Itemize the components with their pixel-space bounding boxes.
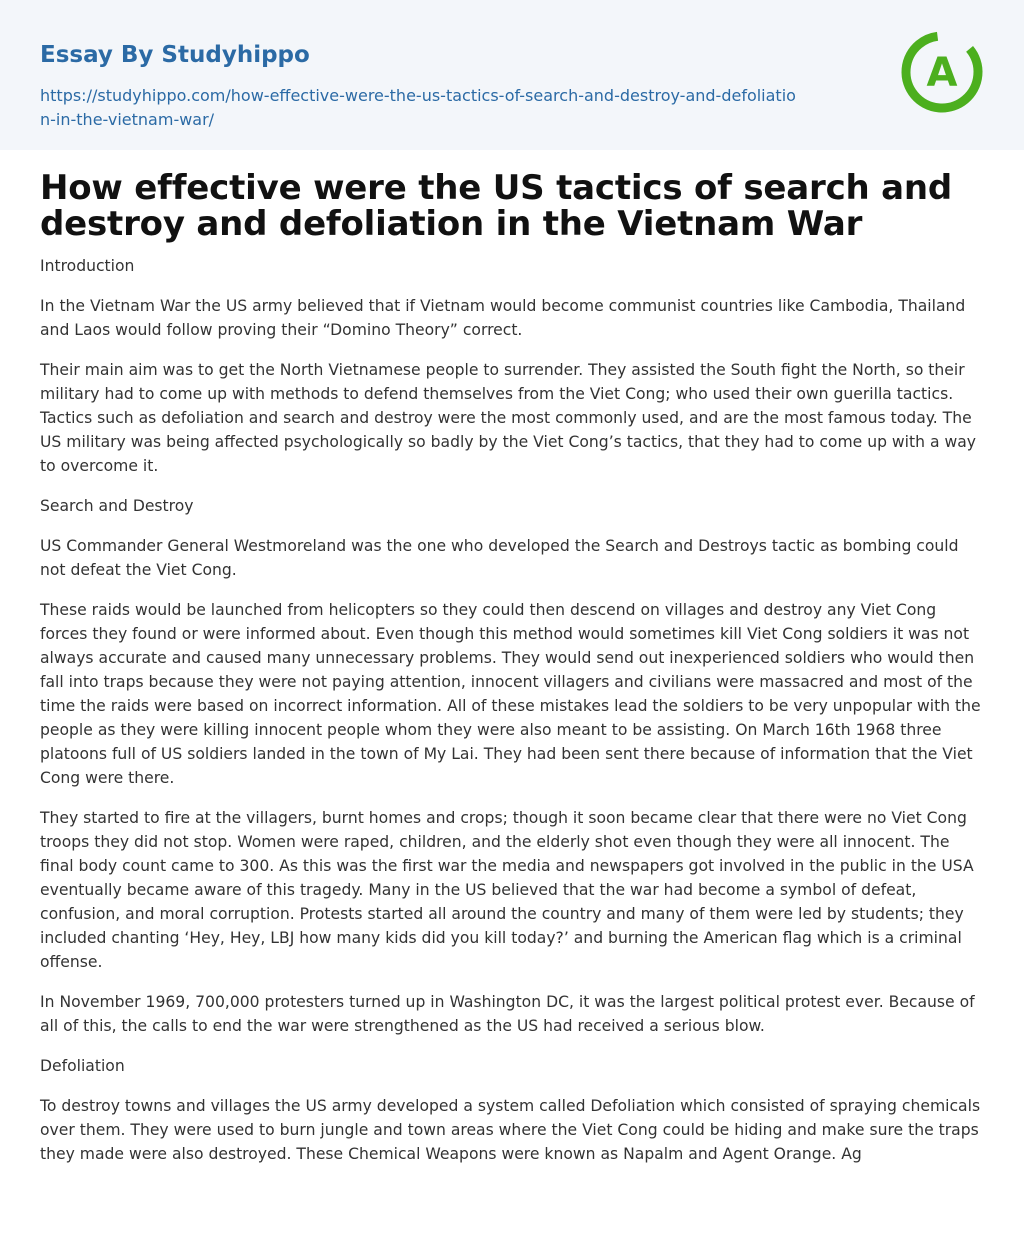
paragraph: These raids would be launched from helicopters so they could then descend on villages and destroy any Viet Cong forces they found or were informed about. Even though this method would sometimes kill Viet Cong soldiers it was not always accurate and caused many unnecessary problems. They would send out inexperienced soldiers who would then fall into traps because they were not paying attention, innocent villagers and civilians were massacred and most of the time the raids were based on incorrect information. All of these mistakes lead the soldiers to be very unpopular with the people as they were killing innocent people whom they were also meant to be assisting. On March 16th 1968 three platoons full of US soldiers landed in the town of My Lai. They had been sent there because of information that the Viet Cong were there. xyxy=(40,601,981,787)
section-label-search-and-destroy: Search and Destroy xyxy=(40,497,194,515)
section-label-defoliation: Defoliation xyxy=(40,1057,125,1075)
paragraph: In November 1969, 700,000 protesters turned up in Washington DC, it was the largest political protest ever. Because of all of this, the calls to end the war were strengthened as the US had received a serious blow. xyxy=(40,993,975,1035)
article-title: How effective were the US tactics of search and destroy and defoliation in the Vietnam War xyxy=(40,168,953,244)
article-url-link[interactable]: https://studyhippo.com/how-effective-were-the-us-tactics-of-search-and-destroy-and-defoliation-in-the-vietnam-war/ xyxy=(40,86,796,129)
paragraph: To destroy towns and villages the US army developed a system called Defoliation which consisted of spraying chemicals over them. They were used to burn jungle and town areas where the Viet Cong could be hiding and make sure the traps they made were also destroyed. These Chemical Weapons were known as Napalm and Agent Orange. Ag xyxy=(40,1097,981,1163)
paragraph: Their main aim was to get the North Vietnamese people to surrender. They assisted the South fight the North, so their military had to come up with methods to defend themselves from the Viet Cong; who used their own guerilla tactics. Tactics such as defoliation and search and destroy were the most commonly used, and are the most famous today. The US military was being affected psychologically so badly by the Viet Cong’s tactics, that they had to come up with a way to overcome it. xyxy=(40,361,977,475)
studyhippo-logo-icon[interactable] xyxy=(898,28,986,116)
paragraph: US Commander General Westmoreland was the one who developed the Search and Destroys tactic as bombing could not defeat the Viet Cong. xyxy=(40,537,959,579)
paragraph: In the Vietnam War the US army believed that if Vietnam would become communist countries like Cambodia, Thailand and Laos would follow proving their “Domino Theory” correct. xyxy=(40,297,966,339)
paragraph: They started to fire at the villagers, burnt homes and crops; though it soon became clear that there were no Viet Cong troops they did not stop. Women were raped, children, and the elderly shot even though they were all innocent. The final body count came to 300. As this was the first war the media and newspapers got involved in the public in the USA eventually became aware of this tragedy. Many in the US believed that the war had become a symbol of defeat, confusion, and moral corruption. Protests started all around the country and many of them were led by students; they included chanting ‘Hey, Hey, LBJ how many kids did you kill today?’ and burning the American flag which is a criminal offense. xyxy=(40,809,974,971)
section-label-introduction: Introduction xyxy=(40,257,135,275)
article-body xyxy=(0,150,1024,1166)
logo-letter: A xyxy=(926,50,958,96)
brand-title: Essay By Studyhippo xyxy=(40,42,310,68)
page-header xyxy=(0,0,1024,150)
